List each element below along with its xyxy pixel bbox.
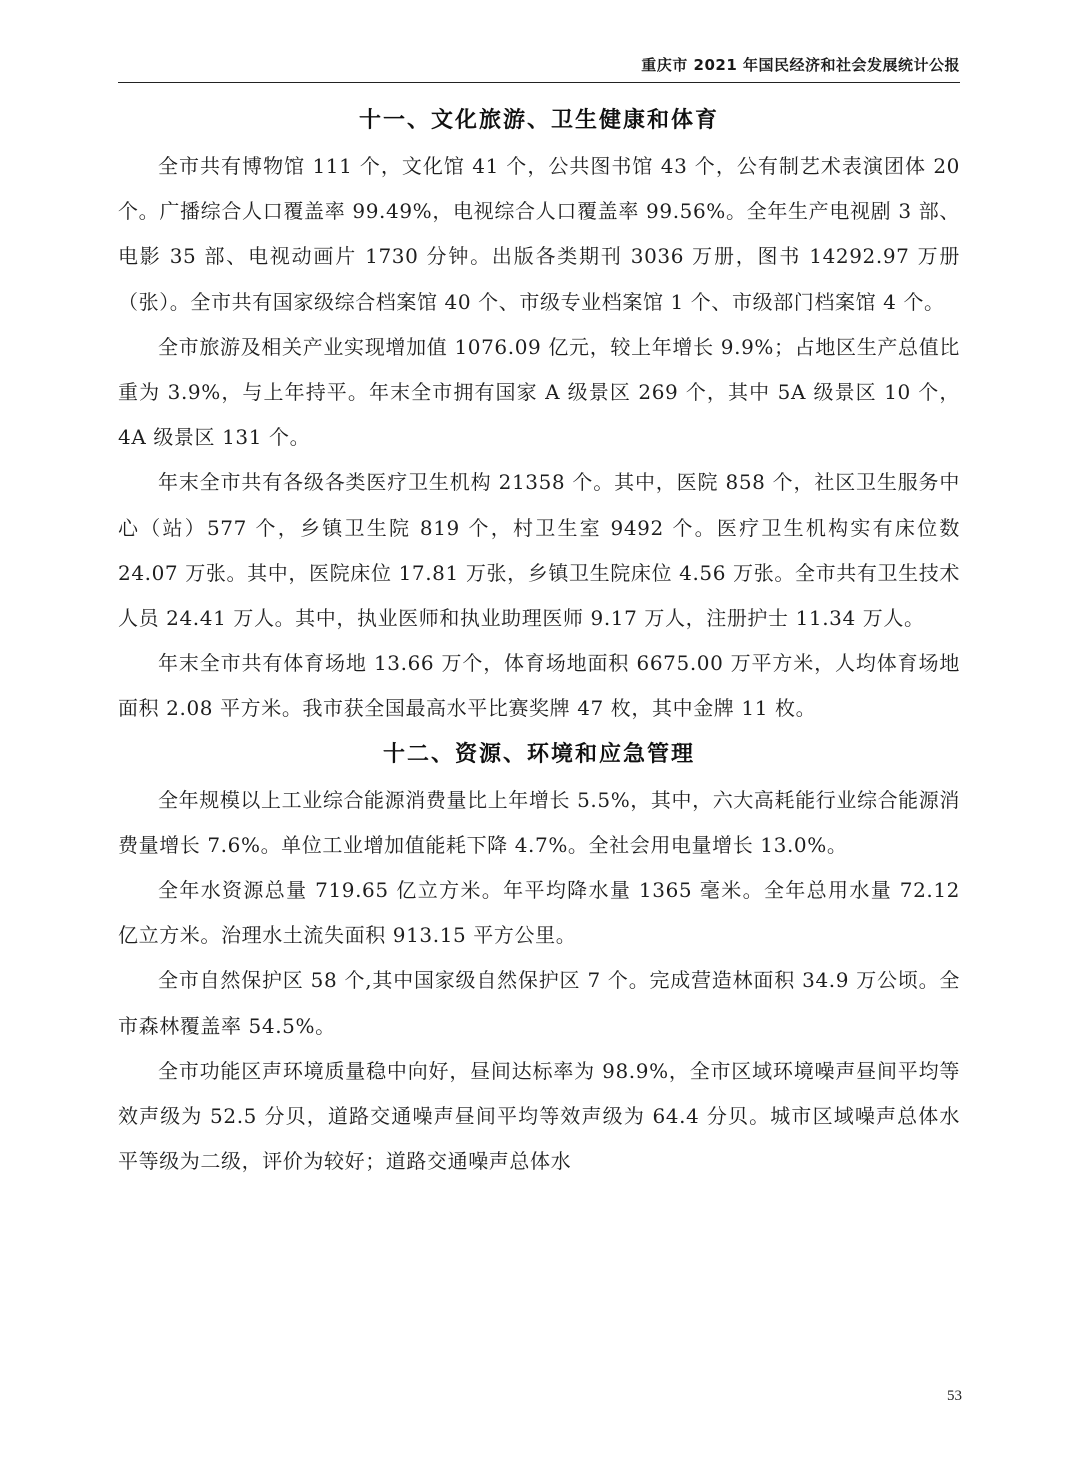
paragraph-energy: 全年规模以上工业综合能源消费量比上年增长 5.5%，其中，六大高耗能行业综合能源消费量增长 7.6%。单位工业增加值能耗下降 4.7%。全社会用电量增长 13.0%。 xyxy=(118,787,960,857)
paragraph-nature-reserves: 全市自然保护区 58 个,其中国家级自然保护区 7 个。完成营造林面积 34.9 万公顷。全市森林覆盖率 54.5%。 xyxy=(118,968,960,1038)
paragraph-culture: 全市共有博物馆 111 个，文化馆 41 个，公共图书馆 43 个，公有制艺术表演团体 20 个。广播综合人口覆盖率 99.49%，电视综合人口覆盖率 99.56%。全年生产电视剧 3 部、电影 35 部、电视动画片 1730 分钟。出版各类期刊 3036 万册，图书 14292.97 万册（张）。全市共有国家级综合档案馆 40 个、市级专业档案馆 1 个、市级部门档案馆 4 个。 xyxy=(118,154,960,314)
paragraph-sports: 年末全市共有体育场地 13.66 万个，体育场地面积 6675.00 万平方米，人均体育场地面积 2.08 平方米。我市获全国最高水平比赛奖牌 47 枚，其中金牌 11 枚。 xyxy=(118,651,960,721)
paragraph-health: 年末全市共有各级各类医疗卫生机构 21358 个。其中，医院 858 个，社区卫生服务中心（站）577 个，乡镇卫生院 819 个，村卫生室 9492 个。医疗卫生机构实有床位数 24.07 万张。其中，医院床位 17.81 万张，乡镇卫生院床位 4.56 万张。全市共有卫生技术人员 24.41 万人。其中，执业医师和执业助理医师 9.17 万人，注册护士 11.34 万人。 xyxy=(118,470,960,631)
section-heading-resources-environment: 十二、资源、环境和应急管理 xyxy=(382,741,695,767)
paragraph-water: 全年水资源总量 719.65 亿立方米。年平均降水量 1365 毫米。全年总用水量 72.12 亿立方米。治理水土流失面积 913.15 平方公里。 xyxy=(118,878,960,948)
paragraph-tourism: 全市旅游及相关产业实现增加值 1076.09 亿元，较上年增长 9.9%；占地区生产总值比重为 3.9%，与上年持平。年末全市拥有国家 A 级景区 269 个，其中 5A 级景区 10 个，4A 级景区 131 个。 xyxy=(118,334,960,450)
section-heading-culture-health-sports: 十一、文化旅游、卫生健康和体育 xyxy=(358,108,719,133)
paragraph-noise: 全市功能区声环境质量稳中向好，昼间达标率为 98.9%，全市区域环境噪声昼间平均等效声级为 52.5 分贝，道路交通噪声昼间平均等效声级为 64.4 分贝。城市区域噪声总体水平等级为二级，评价为较好；道路交通噪声总体水 xyxy=(118,1058,960,1174)
page-body xyxy=(118,98,960,1184)
running-header-title: 重庆市 2021 年国民经济和社会发展统计公报 xyxy=(641,56,960,74)
running-header xyxy=(118,54,960,83)
page-number: 53 xyxy=(947,1388,962,1404)
